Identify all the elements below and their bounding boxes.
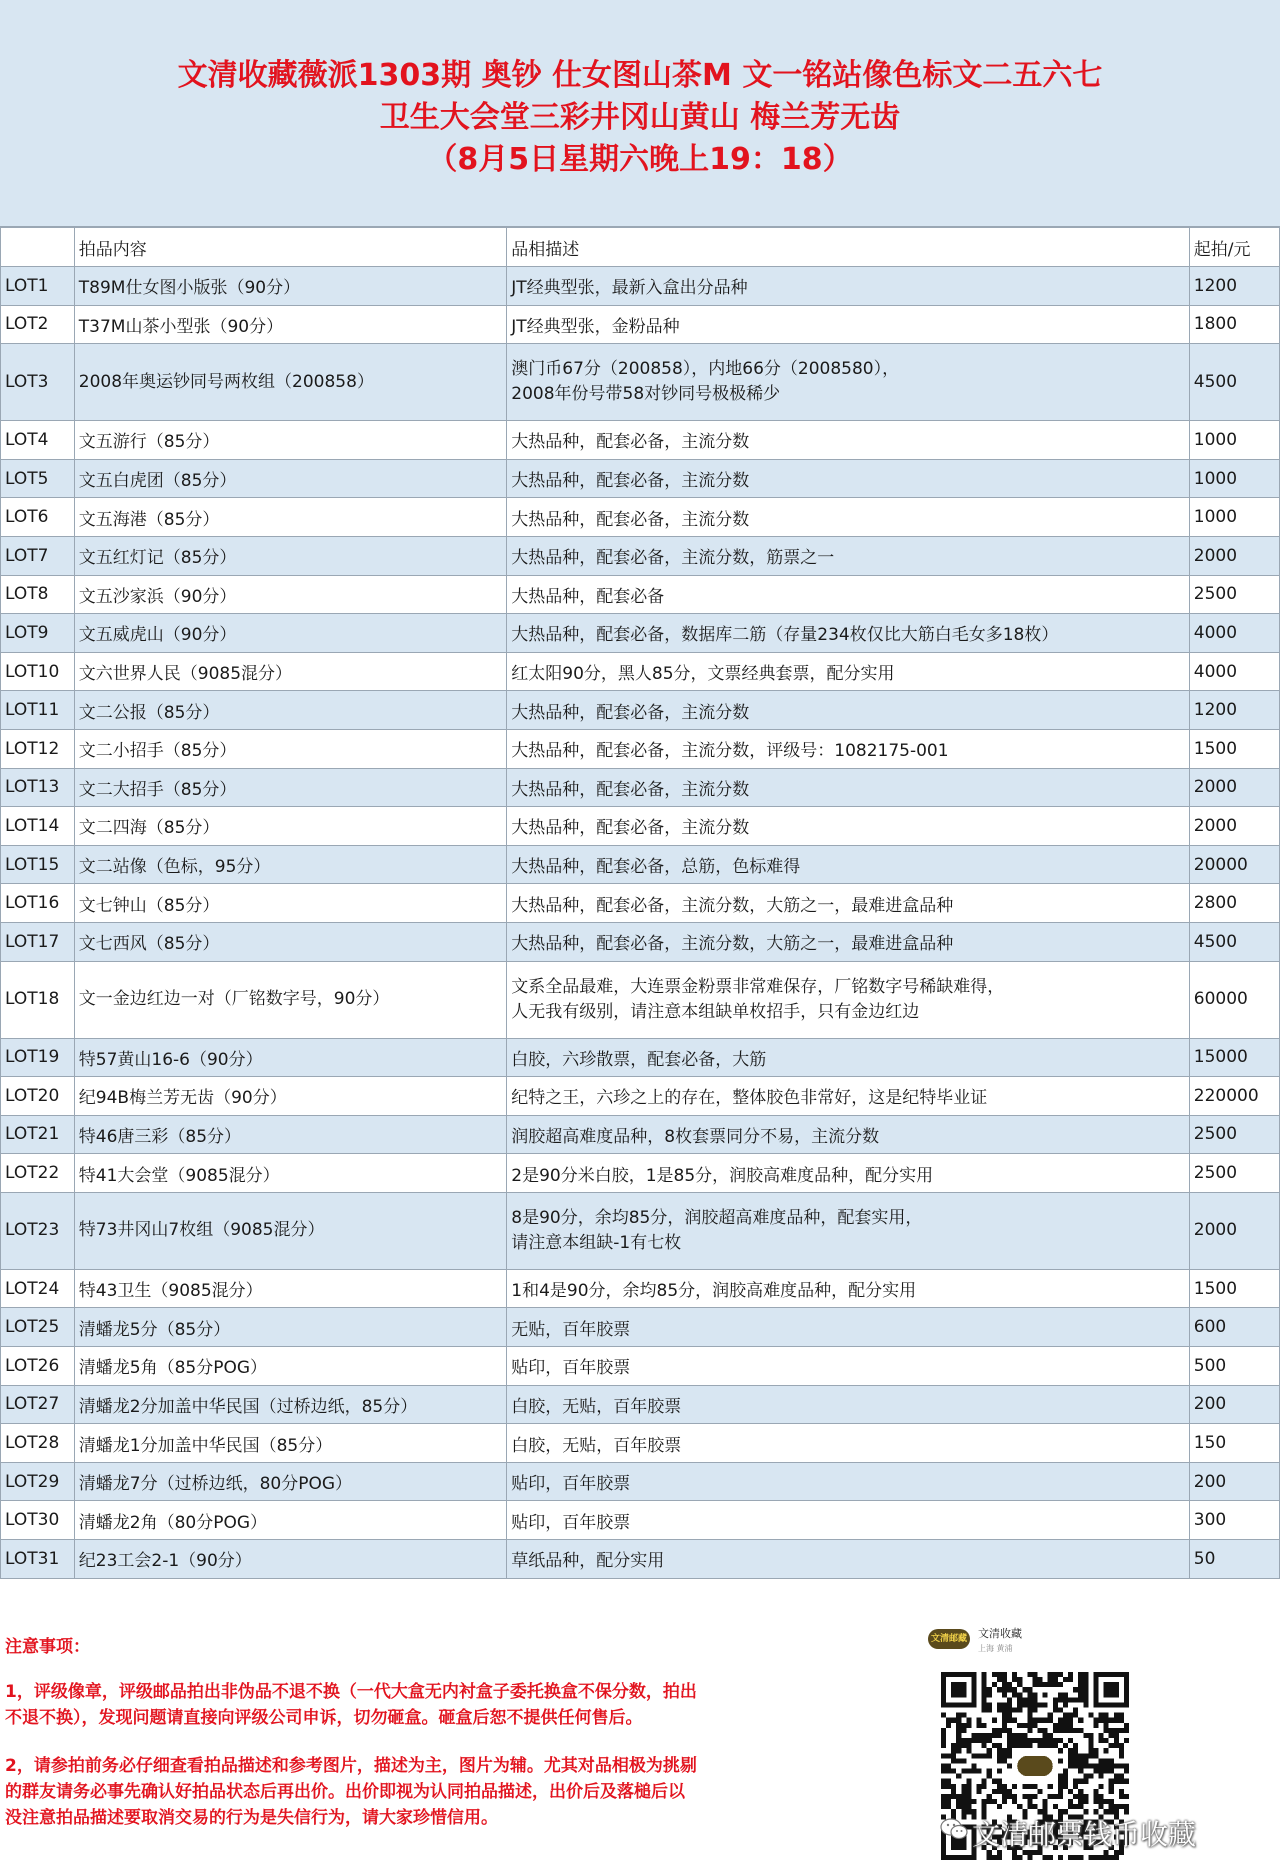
lot-description-line1: 澳门币67分（200858），内地66分（2008580）， [511, 359, 900, 380]
lot-start-price: 4000 [1189, 614, 1279, 653]
brand-name: 文清收藏 [978, 1627, 1022, 1640]
lot-start-price: 1200 [1189, 267, 1279, 306]
table-row [1, 1308, 1280, 1347]
lot-number: LOT1 [1, 267, 75, 306]
lot-number: LOT27 [1, 1385, 75, 1424]
lot-description: 大热品种，配套必备，主流分数 [507, 807, 1190, 846]
notes-p2-line3: 没注意拍品描述要取消交易的行为是失信行为，请大家珍惜信用。 [5, 1808, 498, 1828]
lot-start-price: 60000 [1189, 961, 1279, 1038]
table-row [1, 1385, 1280, 1424]
brand-header [928, 1623, 1128, 1663]
lot-number: LOT28 [1, 1424, 75, 1463]
header-banner [0, 0, 1280, 227]
lot-start-price: 2000 [1189, 768, 1279, 807]
lot-item: 文二小招手（85分） [74, 729, 506, 768]
lot-item: 特43卫生（9085混分） [74, 1269, 506, 1308]
lot-start-price: 4500 [1189, 344, 1279, 421]
table-row [1, 922, 1280, 961]
lot-number: LOT3 [1, 344, 75, 421]
lot-start-price: 2500 [1189, 575, 1279, 614]
table-row [1, 536, 1280, 575]
lot-number: LOT22 [1, 1154, 75, 1193]
lot-number: LOT29 [1, 1462, 75, 1501]
lot-start-price: 1000 [1189, 421, 1279, 460]
lot-start-price: 500 [1189, 1347, 1279, 1386]
lot-description-line2: 2008年份号带58对钞同号极极稀少 [511, 384, 781, 405]
lot-start-price: 1500 [1189, 1269, 1279, 1308]
lot-item: T37M山茶小型张（90分） [74, 305, 506, 344]
lot-start-price: 300 [1189, 1501, 1279, 1540]
lot-item: 文二大招手（85分） [74, 768, 506, 807]
lot-start-price: 200 [1189, 1385, 1279, 1424]
lot-item: 文七西风（85分） [74, 922, 506, 961]
notes-paragraph-1 [5, 1679, 795, 1731]
notes-p2-line1: 2，请参拍前务必仔细查看拍品描述和参考图片，描述为主，图片为辅。尤其对品相极为挑剔 [5, 1756, 697, 1776]
notes-p2-line2: 的群友请务必事先确认好拍品状态后再出价。出价即视为认同拍品描述，出价后及落槌后以 [5, 1782, 685, 1802]
table-row [1, 1077, 1280, 1116]
lot-item: T89M仕女图小版张（90分） [74, 267, 506, 306]
lot-start-price: 1200 [1189, 691, 1279, 730]
lot-start-price: 15000 [1189, 1038, 1279, 1077]
lot-description: 草纸品种，配分实用 [507, 1540, 1190, 1579]
lot-item: 文五威虎山（90分） [74, 614, 506, 653]
lot-description [507, 344, 1190, 421]
title-line-1: 文清收藏薇派1303期 奥钞 仕女图山茶M 文一铭站像色标文二五六七 [177, 58, 1103, 93]
lot-start-price: 2500 [1189, 1154, 1279, 1193]
lot-item: 文七钟山（85分） [74, 884, 506, 923]
lot-item: 文一金边红边一对（厂铭数字号，90分） [74, 961, 506, 1038]
lot-description: 纪特之王，六珍之上的存在，整体胶色非常好，这是纪特毕业证 [507, 1077, 1190, 1116]
lot-number: LOT6 [1, 498, 75, 537]
lot-number: LOT17 [1, 922, 75, 961]
lot-start-price: 2000 [1189, 1192, 1279, 1269]
lot-item: 文二站像（色标，95分） [74, 845, 506, 884]
lot-number: LOT12 [1, 729, 75, 768]
lot-description: 红太阳90分，黑人85分，文票经典套票，配分实用 [507, 652, 1190, 691]
lot-description: 大热品种，配套必备，总筋，色标难得 [507, 845, 1190, 884]
title-line-2: 卫生大会堂三彩井冈山黄山 梅兰芳无齿 [379, 100, 901, 135]
lot-description: JT经典型张，最新入盒出分品种 [507, 267, 1190, 306]
lot-description: 大热品种，配套必备，主流分数，大筋之一，最难进盒品种 [507, 884, 1190, 923]
lot-start-price: 1500 [1189, 729, 1279, 768]
table-row [1, 691, 1280, 730]
lot-description: 大热品种，配套必备，主流分数 [507, 498, 1190, 537]
lot-start-price: 1000 [1189, 459, 1279, 498]
lot-description-line1: 文系全品最难，大连票金粉票非常难保存，厂铭数字号稀缺难得， [511, 976, 1005, 997]
lot-start-price: 2000 [1189, 536, 1279, 575]
lot-start-price: 4000 [1189, 652, 1279, 691]
table-row [1, 768, 1280, 807]
table-row [1, 1192, 1280, 1269]
table-row [1, 961, 1280, 1038]
brand-badge: 文清邮藏 [928, 1629, 970, 1649]
lot-number: LOT23 [1, 1192, 75, 1269]
lot-start-price: 2500 [1189, 1115, 1279, 1154]
lot-item: 清蟠龙5角（85分POG） [74, 1347, 506, 1386]
notes-paragraph-2 [5, 1753, 795, 1831]
lot-description-line2: 请注意本组缺-1有七枚 [511, 1232, 682, 1253]
lot-description: 大热品种，配套必备，主流分数，大筋之一，最难进盒品种 [507, 922, 1190, 961]
table-row [1, 305, 1280, 344]
lot-number: LOT4 [1, 421, 75, 460]
table-header-row [1, 228, 1280, 267]
table-row [1, 575, 1280, 614]
lot-description: 大热品种，配套必备，数据库二筋（存量234枚仅比大筋白毛女多18枚） [507, 614, 1190, 653]
header-cell-item: 拍品内容 [74, 228, 506, 267]
lot-start-price: 150 [1189, 1424, 1279, 1463]
lot-description: JT经典型张，金粉品种 [507, 305, 1190, 344]
lot-number: LOT21 [1, 1115, 75, 1154]
lot-description: 白胶，无贴，百年胶票 [507, 1424, 1190, 1463]
lot-number: LOT18 [1, 961, 75, 1038]
lot-description: 大热品种，配套必备 [507, 575, 1190, 614]
table-row [1, 459, 1280, 498]
lot-number: LOT9 [1, 614, 75, 653]
lot-number: LOT30 [1, 1501, 75, 1540]
lot-item: 文五游行（85分） [74, 421, 506, 460]
table-row [1, 1540, 1280, 1579]
lot-description: 大热品种，配套必备，主流分数 [507, 768, 1190, 807]
lot-description: 无贴，百年胶票 [507, 1308, 1190, 1347]
lot-item: 文六世界人民（9085混分） [74, 652, 506, 691]
notes-p1-line2: 不退不换），发现问题请直接向评级公司申诉，切勿砸盒。砸盒后恕不提供任何售后。 [5, 1708, 643, 1728]
lot-start-price: 2800 [1189, 884, 1279, 923]
lot-item: 文二四海（85分） [74, 807, 506, 846]
watermark-text: 文清邮票钱币收藏 [972, 1818, 1197, 1851]
lot-number: LOT25 [1, 1308, 75, 1347]
lot-start-price: 600 [1189, 1308, 1279, 1347]
lot-start-price: 20000 [1189, 845, 1279, 884]
table-row [1, 807, 1280, 846]
lot-number: LOT10 [1, 652, 75, 691]
lot-number: LOT20 [1, 1077, 75, 1116]
lot-number: LOT8 [1, 575, 75, 614]
lot-description: 贴印，百年胶票 [507, 1347, 1190, 1386]
lot-description: 白胶，六珍散票，配套必备，大筋 [507, 1038, 1190, 1077]
lot-start-price: 200 [1189, 1462, 1279, 1501]
lot-start-price: 1800 [1189, 305, 1279, 344]
header-cell-price: 起拍/元 [1189, 228, 1279, 267]
lot-number: LOT19 [1, 1038, 75, 1077]
lot-item: 2008年奥运钞同号两枚组（200858） [74, 344, 506, 421]
table-row [1, 1347, 1280, 1386]
lot-description: 白胶，无贴，百年胶票 [507, 1385, 1190, 1424]
lot-item: 清蟠龙2角（80分POG） [74, 1501, 506, 1540]
lot-item: 清蟠龙1分加盖中华民国（85分） [74, 1424, 506, 1463]
header-cell-lot [1, 228, 75, 267]
lot-item: 特41大会堂（9085混分） [74, 1154, 506, 1193]
lot-description: 2是90分米白胶，1是85分，润胶高难度品种，配分实用 [507, 1154, 1190, 1193]
lot-description: 大热品种，配套必备，主流分数 [507, 459, 1190, 498]
lot-item: 文五白虎团（85分） [74, 459, 506, 498]
lot-description: 大热品种，配套必备，主流分数，评级号：1082175-001 [507, 729, 1190, 768]
table-row [1, 1501, 1280, 1540]
lot-number: LOT26 [1, 1347, 75, 1386]
lot-item: 清蟠龙2分加盖中华民国（过桥边纸，85分） [74, 1385, 506, 1424]
table-row [1, 652, 1280, 691]
lot-description [507, 1192, 1190, 1269]
lot-number: LOT2 [1, 305, 75, 344]
lot-number: LOT5 [1, 459, 75, 498]
lot-description: 润胶超高难度品种，8枚套票同分不易，主流分数 [507, 1115, 1190, 1154]
lot-description [507, 961, 1190, 1038]
table-row [1, 845, 1280, 884]
notes-title: 注意事项： [5, 1637, 90, 1657]
lot-item: 文五海港（85分） [74, 498, 506, 537]
lot-table [0, 227, 1280, 1579]
lot-number: LOT24 [1, 1269, 75, 1308]
lot-description-line1: 8是90分，余均85分，润胶超高难度品种，配套实用， [511, 1207, 923, 1228]
notes-p1-line1: 1，评级像章，评级邮品拍出非伪品不退不换（一代大盒无内衬盒子委托换盒不保分数，拍出 [5, 1682, 697, 1702]
table-row [1, 614, 1280, 653]
lot-item: 文五沙家浜（90分） [74, 575, 506, 614]
lot-start-price: 50 [1189, 1540, 1279, 1579]
lot-start-price: 4500 [1189, 922, 1279, 961]
lot-description: 大热品种，配套必备，主流分数，筋票之一 [507, 536, 1190, 575]
lot-item: 特73井冈山7枚组（9085混分） [74, 1192, 506, 1269]
lot-item: 清蟠龙7分（过桥边纸，80分POG） [74, 1462, 506, 1501]
lot-start-price: 220000 [1189, 1077, 1279, 1116]
table-row [1, 1424, 1280, 1463]
brand-sub: 上海 黄浦 [978, 1644, 1013, 1653]
lot-item: 文二公报（85分） [74, 691, 506, 730]
table-row [1, 344, 1280, 421]
lot-item: 特46唐三彩（85分） [74, 1115, 506, 1154]
lot-start-price: 1000 [1189, 498, 1279, 537]
lot-item: 纪94B梅兰芳无齿（90分） [74, 1077, 506, 1116]
lot-number: LOT16 [1, 884, 75, 923]
wechat-icon [940, 1817, 968, 1841]
lot-number: LOT31 [1, 1540, 75, 1579]
table-row [1, 267, 1280, 306]
lot-item: 纪23工会2-1（90分） [74, 1540, 506, 1579]
header-cell-desc: 品相描述 [507, 228, 1190, 267]
table-row [1, 1115, 1280, 1154]
lot-description-line2: 人无我有级别，请注意本组缺单枚招手，只有金边红边 [511, 1001, 920, 1022]
lot-start-price: 2000 [1189, 807, 1279, 846]
table-row [1, 729, 1280, 768]
lot-number: LOT7 [1, 536, 75, 575]
lot-description: 贴印，百年胶票 [507, 1462, 1190, 1501]
lot-number: LOT14 [1, 807, 75, 846]
watermark [940, 1811, 1240, 1851]
lot-number: LOT15 [1, 845, 75, 884]
lot-description: 大热品种，配套必备，主流分数 [507, 691, 1190, 730]
lot-description: 1和4是90分，余均85分，润胶高难度品种，配分实用 [507, 1269, 1190, 1308]
lot-item: 特57黄山16-6（90分） [74, 1038, 506, 1077]
lot-description: 大热品种，配套必备，主流分数 [507, 421, 1190, 460]
lot-number: LOT11 [1, 691, 75, 730]
lot-number: LOT13 [1, 768, 75, 807]
table-row [1, 421, 1280, 460]
table-row [1, 884, 1280, 923]
table-row [1, 1462, 1280, 1501]
table-row [1, 1269, 1280, 1308]
lot-item: 文五红灯记（85分） [74, 536, 506, 575]
lot-description: 贴印，百年胶票 [507, 1501, 1190, 1540]
table-row [1, 1038, 1280, 1077]
notes-section [0, 1586, 1280, 1867]
table-row [1, 1154, 1280, 1193]
title-line-3: （8月5日星期六晚上19：18） [427, 142, 853, 177]
lot-item: 清蟠龙5分（85分） [74, 1308, 506, 1347]
table-row [1, 498, 1280, 537]
